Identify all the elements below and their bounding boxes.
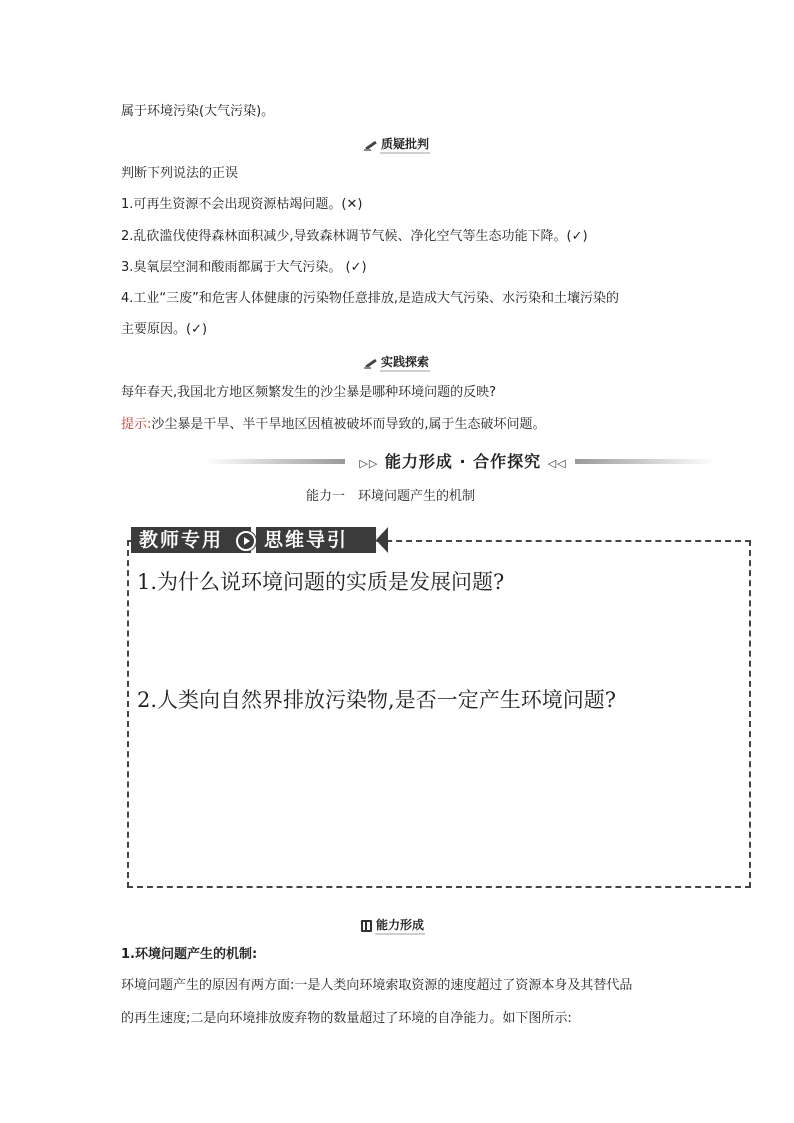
judge-item-1: 1.可再生资源不会出现资源枯竭问题。(✕) — [121, 197, 363, 212]
section-label-question — [364, 135, 430, 154]
hint-text: 沙尘暴是干旱、半干旱地区因植被破坏而导致的,属于生态破坏问题。 — [151, 417, 546, 432]
arrow-circle-icon — [236, 531, 256, 551]
ability-paragraph-line-1: 环境问题产生的原因有两方面:一是人类向环境索取资源的速度超过了资源本身及其替代品 — [121, 978, 633, 993]
question-intro: 判断下列说法的正误 — [121, 166, 239, 181]
section-label-text: 能力形成 — [375, 916, 425, 935]
section-label-text: 质疑批判 — [380, 135, 430, 154]
practice-question: 每年春天,我国北方地区频繁发生的沙尘暴是哪种环境问题的反映? — [121, 385, 497, 400]
ability-heading: 1.环境问题产生的机制: — [121, 947, 258, 962]
banner-bar-right — [575, 459, 715, 464]
continued-text: 属于环境污染(大气污染)。 — [121, 104, 275, 119]
banner-title-text: 能力形成 · 合作探究 — [384, 452, 542, 471]
judge-item-4: 4.工业“三废”和危害人体健康的污染物任意排放,是造成大气污染、水污染和土壤污染的 — [121, 291, 620, 306]
hint-label: 提示: — [121, 417, 152, 432]
practice-hint — [121, 416, 546, 434]
guide-question-2: 2.人类向自然界排放污染物,是否一定产生环境问题? — [137, 688, 616, 712]
banner-left-arrow-icon: ▷▷ — [359, 457, 379, 470]
banner-right-arrow-icon: ◁◁ — [547, 457, 567, 470]
ability-subtitle: 能力一 环境问题产生的机制 — [306, 489, 476, 504]
teacher-only-tag: 教师专用 — [131, 527, 251, 553]
pen-icon — [364, 139, 377, 151]
section-label-text: 实践探索 — [380, 353, 430, 372]
thinking-guide-tag: 思维导引 — [256, 527, 376, 553]
banner-title — [351, 450, 575, 476]
book-icon — [361, 920, 372, 932]
pen-icon — [364, 357, 377, 369]
tag-tail — [376, 527, 388, 553]
section-label-practice — [364, 353, 430, 372]
section-banner — [205, 450, 715, 474]
judge-item-4-cont: 主要原因。(✓) — [121, 322, 208, 337]
ability-paragraph-line-2: 的再生速度;二是向环境排放废弃物的数量超过了环境的自净能力。如下图所示: — [121, 1011, 572, 1026]
guide-question-1: 1.为什么说环境问题的实质是发展问题? — [137, 570, 505, 594]
banner-bar-left — [205, 459, 345, 464]
judge-item-3: 3.臭氧层空洞和酸雨都属于大气污染。 (✓) — [121, 260, 367, 275]
section-label-ability — [361, 916, 425, 935]
judge-item-2: 2.乱砍滥伐使得森林面积减少,导致森林调节气候、净化空气等生态功能下降。(✓) — [121, 229, 588, 244]
